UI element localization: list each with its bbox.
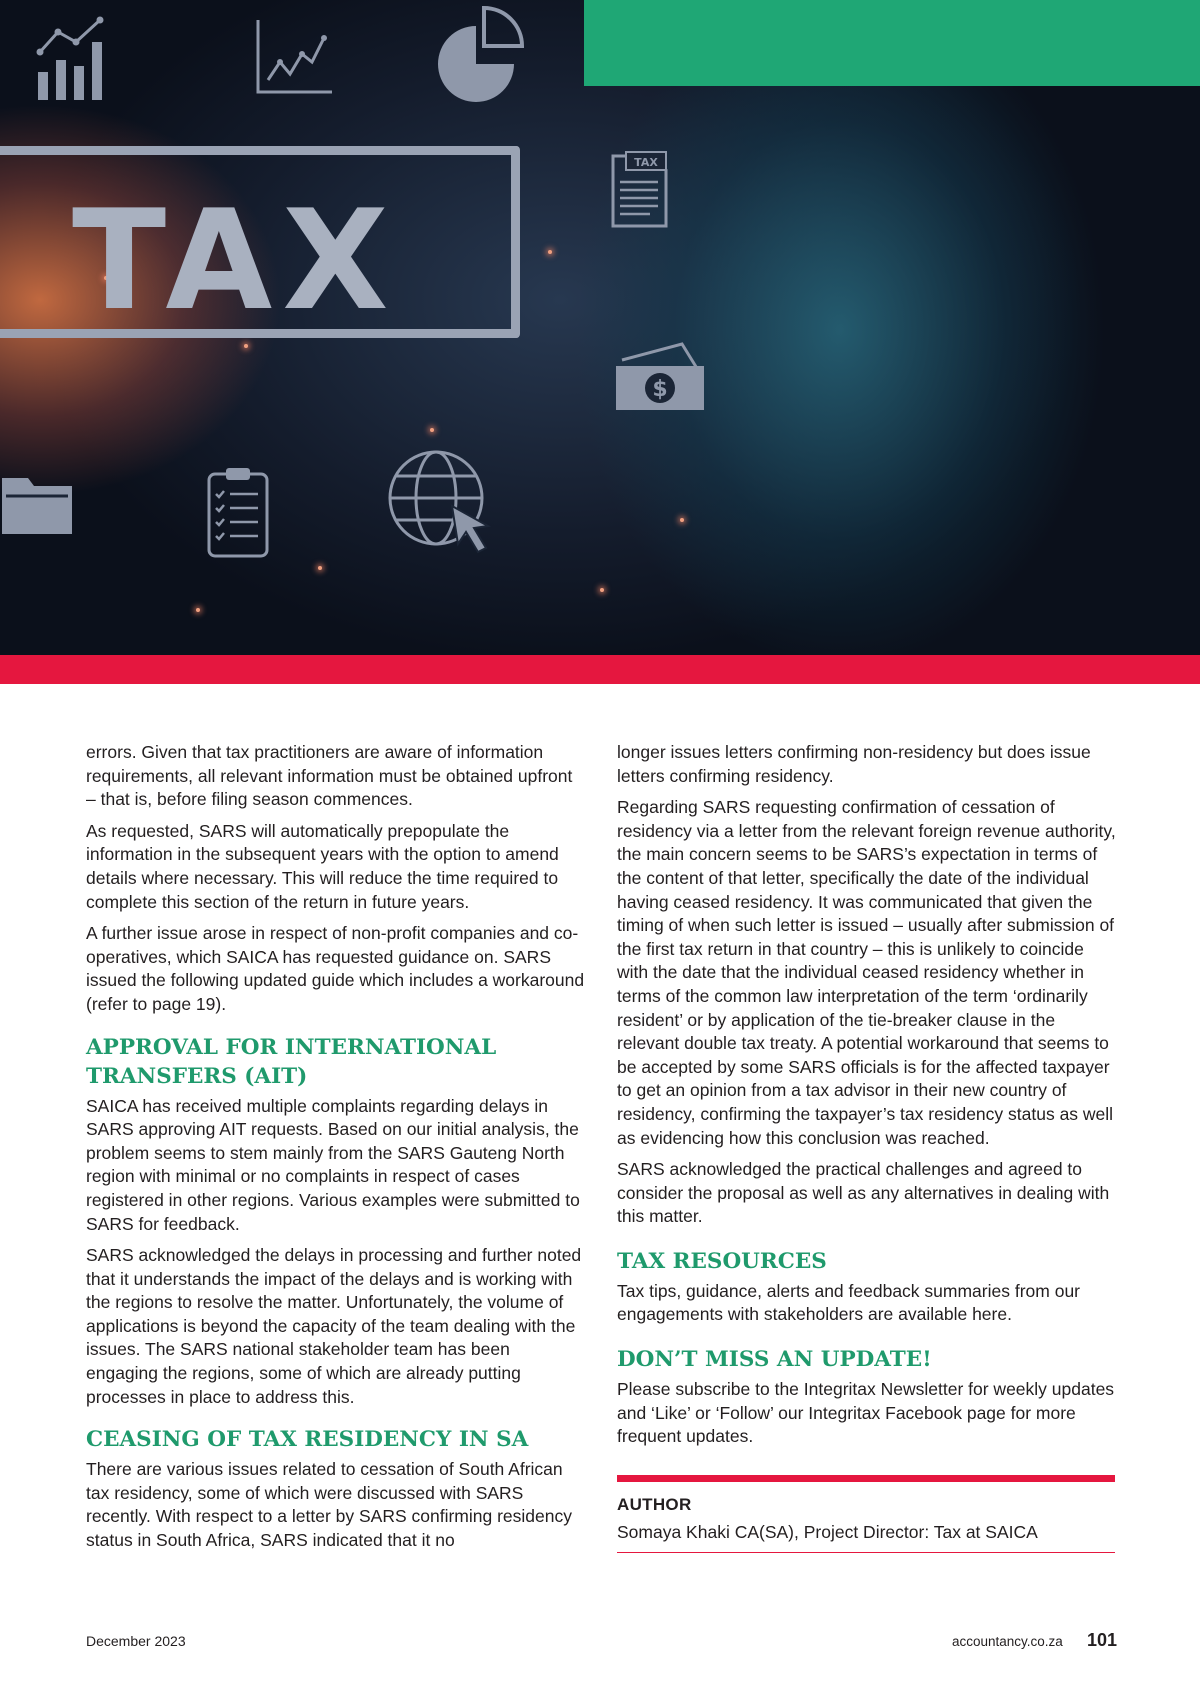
light-spark bbox=[430, 428, 434, 432]
money-icon bbox=[612, 340, 708, 416]
globe-click-icon bbox=[386, 448, 500, 556]
light-spark bbox=[318, 566, 322, 570]
author-name: Somaya Khaki CA(SA), Project Director: Tax at SAICA bbox=[617, 1521, 1038, 1542]
paragraph: Regarding SARS requesting confirmation of cessation of residency via a letter from the relevant foreign revenue authority, the main concern seems to be SARS’s expectation in terms of the content of that letter, specifically the date of the individual having ceased residency. It was communicated that given the timing of when such letter is issued – usually after submission of the first tax return in that country – this is unlikely to coincide with the date that the individual ceased residency whether in terms of the common law interpretation of the term ‘ordinarily resident’ or by application of the tie-breaker clause in the relevant double tax treaty. A potential workaround that seems to be accepted by some SARS officials is for the affected taxpayer to get an opinion from a tax advisor in their new country of residency, confirming the taxpayer’s tax residency status as well as evidencing how this conclusion was reached. bbox=[617, 797, 1116, 1148]
footer-site-link[interactable]: accountancy.co.za bbox=[952, 1634, 1063, 1649]
paragraph: There are various issues related to cessation of South African tax residency, some of which were discussed with SARS recently. With respect to a letter by SARS confirming residency status in South Africa, SARS indicated that it no bbox=[86, 1459, 572, 1551]
svg-text:$: $ bbox=[652, 377, 668, 402]
footer-date: December 2023 bbox=[86, 1633, 186, 1649]
hero-image bbox=[0, 0, 1200, 684]
tax-document-label: TAX bbox=[634, 156, 658, 169]
paragraph: SARS acknowledged the practical challenges and agreed to consider the proposal as well as any alternatives in dealing with this matter. bbox=[617, 1159, 1110, 1227]
section-heading-updates: DON’T MISS AN UPDATE! bbox=[617, 1347, 932, 1373]
tax-resources-link-text[interactable]: Tax tips, guidance, alerts and feedback summaries from our engagements with stakeholders are available here. bbox=[617, 1280, 1080, 1325]
section-heading-ait: APPROVAL FOR INTERNATIONAL TRANSFERS (AIT) bbox=[86, 1034, 497, 1089]
author-label: AUTHOR bbox=[617, 1494, 692, 1514]
bar-chart-icon bbox=[34, 12, 114, 102]
green-accent-band bbox=[584, 0, 1200, 86]
article-left-column bbox=[86, 741, 586, 1561]
pie-chart-icon bbox=[428, 4, 528, 108]
checklist-icon bbox=[206, 466, 270, 558]
author-box bbox=[617, 1475, 1115, 1553]
light-spark bbox=[600, 588, 604, 592]
paragraph: Please subscribe to the Integritax Newsletter for weekly updates and ‘Like’ or ‘Follow’ our Integritax Facebook page for more frequent updates. bbox=[617, 1379, 1115, 1447]
paragraph: longer issues letters confirming non-residency but does issue letters confirming residency. bbox=[617, 742, 1091, 786]
paragraph: errors. Given that tax practitioners are aware of information requirements, all relevant information must be obtained upfront – that is, before filing season commences. bbox=[86, 742, 573, 810]
tax-headline-word: TAX bbox=[72, 180, 399, 341]
red-accent-band bbox=[0, 655, 1200, 684]
section-heading-residency: CEASING OF TAX RESIDENCY IN SA bbox=[86, 1427, 529, 1453]
tax-document-icon bbox=[610, 150, 670, 230]
light-spark bbox=[196, 608, 200, 612]
paragraph: A further issue arose in respect of non-profit companies and co-operatives, which SAICA has requested guidance on. SARS issued the following updated guide which includes a workaround (refer to page 19). bbox=[86, 923, 585, 1014]
light-spark bbox=[244, 344, 248, 348]
paragraph: SAICA has received multiple complaints regarding delays in SARS approving AIT requests. Based on our initial analysis, the problem seems to stem mainly from the SARS Gauteng North region with minimal or no complaints in respect of cases registered in other regions. Various examples were submitted to SARS for feedback. bbox=[86, 1095, 580, 1234]
page-number: 101 bbox=[1087, 1630, 1118, 1650]
line-chart-icon bbox=[254, 18, 334, 98]
paragraph: As requested, SARS will automatically prepopulate the information in the subsequent years with the option to amend details where necessary. This will reduce the time required to complete this section of the return in future years. bbox=[86, 820, 559, 912]
section-heading-tax-resources: TAX RESOURCES bbox=[617, 1248, 827, 1274]
light-spark bbox=[548, 250, 552, 254]
light-spark bbox=[680, 518, 684, 522]
folder-icon bbox=[0, 470, 76, 540]
paragraph: SARS acknowledged the delays in processing and further noted that it understands the impact of the delays and is working with the regions to resolve the matter. Unfortunately, the volume of applications is beyond the capacity of the team dealing with the issues. The SARS national stakeholder team has been engaging the regions, some of which are already putting processes in place to address this. bbox=[86, 1245, 582, 1407]
article-right-column bbox=[617, 741, 1117, 1553]
author-divider bbox=[617, 1552, 1115, 1553]
